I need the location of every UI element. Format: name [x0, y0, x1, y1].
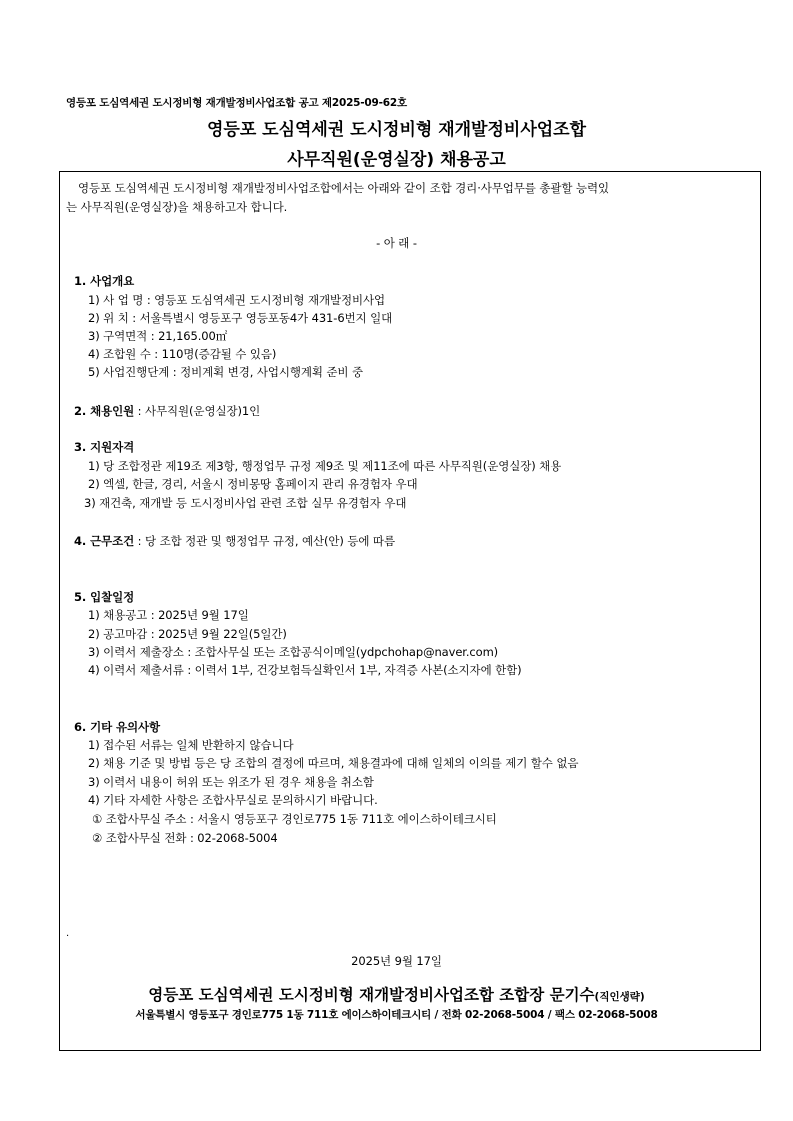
section-1-item: 1) 사 업 명 : 영등포 도심역세권 도시정비형 재개발정비사업: [88, 293, 386, 307]
section-3-item: 2) 엑셀, 한글, 경리, 서울시 정비몽땅 홈페이지 관리 유경험자 우대: [88, 477, 418, 491]
section-6-subitem: ② 조합사무실 전화 : 02-2068-5004: [92, 831, 278, 845]
section-6-item: 4) 기타 자세한 사항은 조합사무실로 문의하시기 바랍니다.: [88, 793, 378, 807]
section-1-item: 4) 조합원 수 : 110명(증감될 수 있음): [88, 347, 277, 361]
section-2-heading: 2. 채용인원: [74, 404, 135, 418]
issuer-contact: 서울특별시 영등포구 경인로775 1동 711호 에이스하이테크시티 / 전화 02-2068-5004 / 팩스 02-2068-5008: [135, 1009, 658, 1021]
notice-number: 영등포 도심역세권 도시정비형 재개발정비사업조합 공고 제2025-09-62호: [66, 97, 407, 109]
issuer-name: 영등포 도심역세권 도시정비형 재개발정비사업조합 조합장 문기수: [148, 986, 595, 1004]
section-3-item: 3) 재건축, 재개발 등 도시정비사업 관련 조합 실무 유경험자 우대: [84, 496, 407, 510]
section-5-item: 4) 이력서 제출서류 : 이력서 1부, 건강보험득실확인서 1부, 자격증 사본(소지자에 한함): [88, 663, 522, 677]
section-1-heading: 1. 사업개요: [74, 274, 135, 288]
section-4-heading: 4. 근무조건: [74, 534, 135, 548]
page-subtitle: 사무직원(운영실장) 채용공고: [287, 150, 506, 170]
section-5-heading: 5. 입찰일정: [74, 590, 135, 604]
intro-line-1: 영등포 도심역세권 도시정비형 재개발정비사업조합에서는 아래와 같이 조합 경리·사무업무를 총괄할 능력있: [78, 181, 609, 195]
section-4: [74, 533, 395, 549]
section-2: [74, 403, 260, 419]
section-5-item: 3) 이력서 제출장소 : 조합사무실 또는 조합공식이메일(ydpchohap@naver.com): [88, 645, 499, 659]
section-1-item: 5) 사업진행단계 : 정비계획 변경, 사업시행계획 준비 중: [88, 365, 364, 379]
issue-date: 2025년 9월 17일: [351, 954, 442, 968]
section-3-heading: 3. 지원자격: [74, 440, 135, 454]
section-1-item: 3) 구역면적 : 21,165.00㎡: [88, 329, 228, 343]
seal-note: (직인생략): [594, 991, 645, 1003]
issuer-signature: [0, 983, 793, 1005]
section-6-item: 2) 채용 기준 및 방법 등은 당 조합의 결정에 따르며, 채용결과에 대해 일체의 이의를 제기 할수 없음: [88, 756, 579, 770]
section-5-item: 1) 채용공고 : 2025년 9월 17일: [88, 608, 249, 622]
section-2-text: : 사무직원(운영실장)1인: [134, 404, 261, 418]
section-6-subitem: ① 조합사무실 주소 : 서울시 영등포구 경인로775 1동 711호 에이스하이테크시티: [92, 812, 497, 826]
intro-line-2: 는 사무직원(운영실장)을 채용하고자 합니다.: [66, 200, 288, 214]
section-6-item: 3) 이력서 내용이 허위 또는 위조가 된 경우 채용을 취소함: [88, 775, 374, 789]
section-5-item: 2) 공고마감 : 2025년 9월 22일(5일간): [88, 627, 287, 641]
section-6-heading: 6. 기타 유의사항: [74, 720, 161, 734]
stray-mark: .: [66, 928, 70, 939]
section-3-item: 1) 당 조합정관 제19조 제3항, 행정업무 규정 제9조 및 제11조에 따른 사무직원(운영실장) 채용: [88, 459, 562, 473]
separator: - 아 래 -: [376, 236, 417, 250]
page-title: 영등포 도심역세권 도시정비형 재개발정비사업조합: [206, 120, 587, 140]
section-6-item: 1) 접수된 서류는 일체 반환하지 않습니다: [88, 738, 294, 752]
section-1-item: 2) 위 치 : 서울특별시 영등포구 영등포동4가 431-6번지 일대: [88, 311, 393, 325]
section-4-text: : 당 조합 정관 및 행정업무 규정, 예산(안) 등에 따름: [134, 534, 395, 548]
